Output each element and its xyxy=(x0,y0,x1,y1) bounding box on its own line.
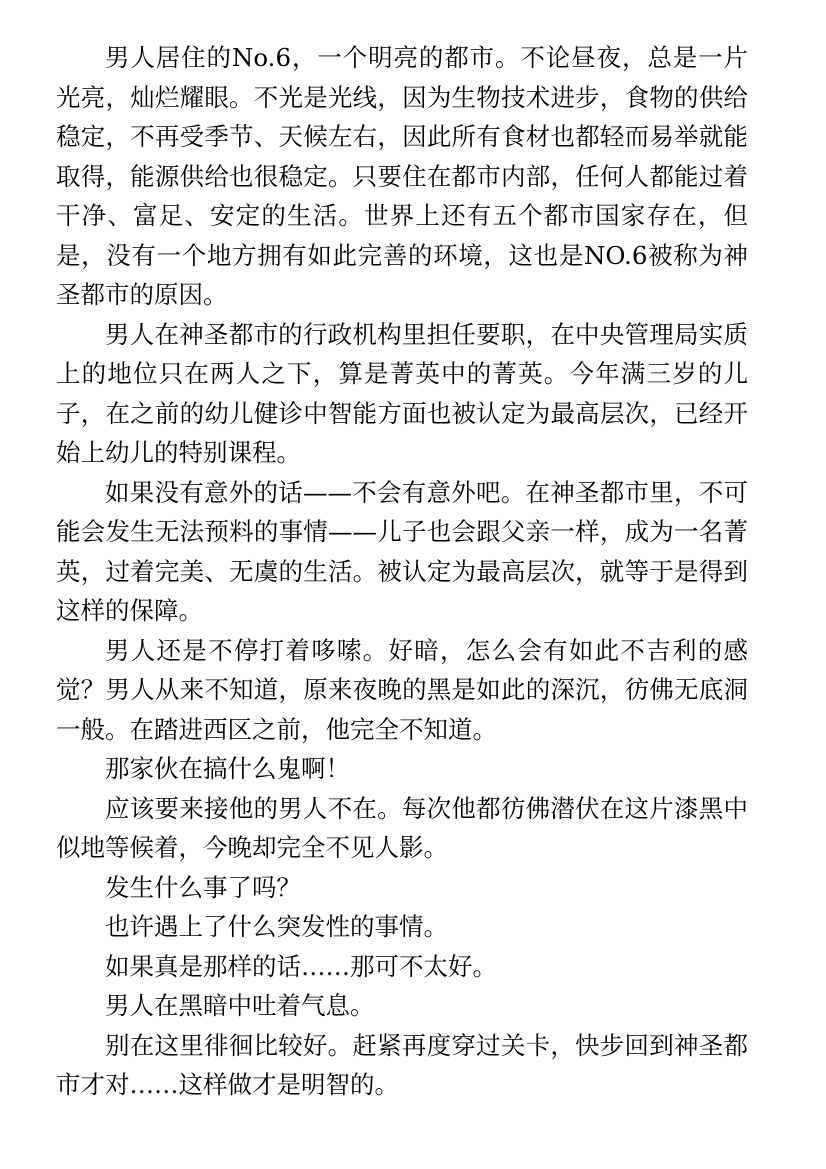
paragraph: 别在这里徘徊比较好。赶紧再度穿过关卡，快步回到神圣都市才对……这样做才是明智的。 xyxy=(56,1030,748,1099)
paragraph: 那家伙在搞什么鬼啊！ xyxy=(105,754,350,783)
paragraph: 男人居住的No.6，一个明亮的都市。不论昼夜，总是一片光亮，灿烂耀眼。不光是光线，因为生物技术进步，食物的供给稳定，不再受季节、天候左右，因此所有食材也都轻而易举就能取得，能源供给也很稳定。只要住在都市内部，任何人都能过着干净、富足、安定的生活。世界上还有五个都市国家存在，但是，没有一个地方拥有如此完善的环境，这也是NO.6被称为神圣都市的原因。 xyxy=(56,43,748,309)
document-page xyxy=(56,38,748,1105)
paragraph: 男人在黑暗中吐着气息。 xyxy=(105,991,375,1020)
paragraph: 男人还是不停打着哆嗦。好暗，怎么会有如此不吉利的感觉？男人从来不知道，原来夜晚的黑是如此的深沉，彷佛无底洞一般。在踏进西区之前，他完全不知道。 xyxy=(56,635,748,744)
paragraph: 如果没有意外的话——不会有意外吧。在神圣都市里，不可能会发生无法预料的事情——儿子也会跟父亲一样，成为一名菁英，过着完美、无虞的生活。被认定为最高层次，就等于是得到这样的保障。 xyxy=(56,477,748,625)
paragraph: 应该要来接他的男人不在。每次他都彷佛潜伏在这片漆黑中似地等候着，今晚却完全不见人影。 xyxy=(56,793,748,862)
paragraph: 也许遇上了什么突发性的事情。 xyxy=(105,912,448,941)
paragraph: 发生什么事了吗？ xyxy=(105,872,301,902)
paragraph: 如果真是那样的话……那可不太好。 xyxy=(105,951,497,981)
paragraph: 男人在神圣都市的行政机构里担任要职，在中央管理局实质上的地位只在两人之下，算是菁英中的菁英。今年满三岁的儿子，在之前的幼儿健诊中智能方面也被认定为最高层次，已经开始上幼儿的特别课程。 xyxy=(56,319,748,467)
